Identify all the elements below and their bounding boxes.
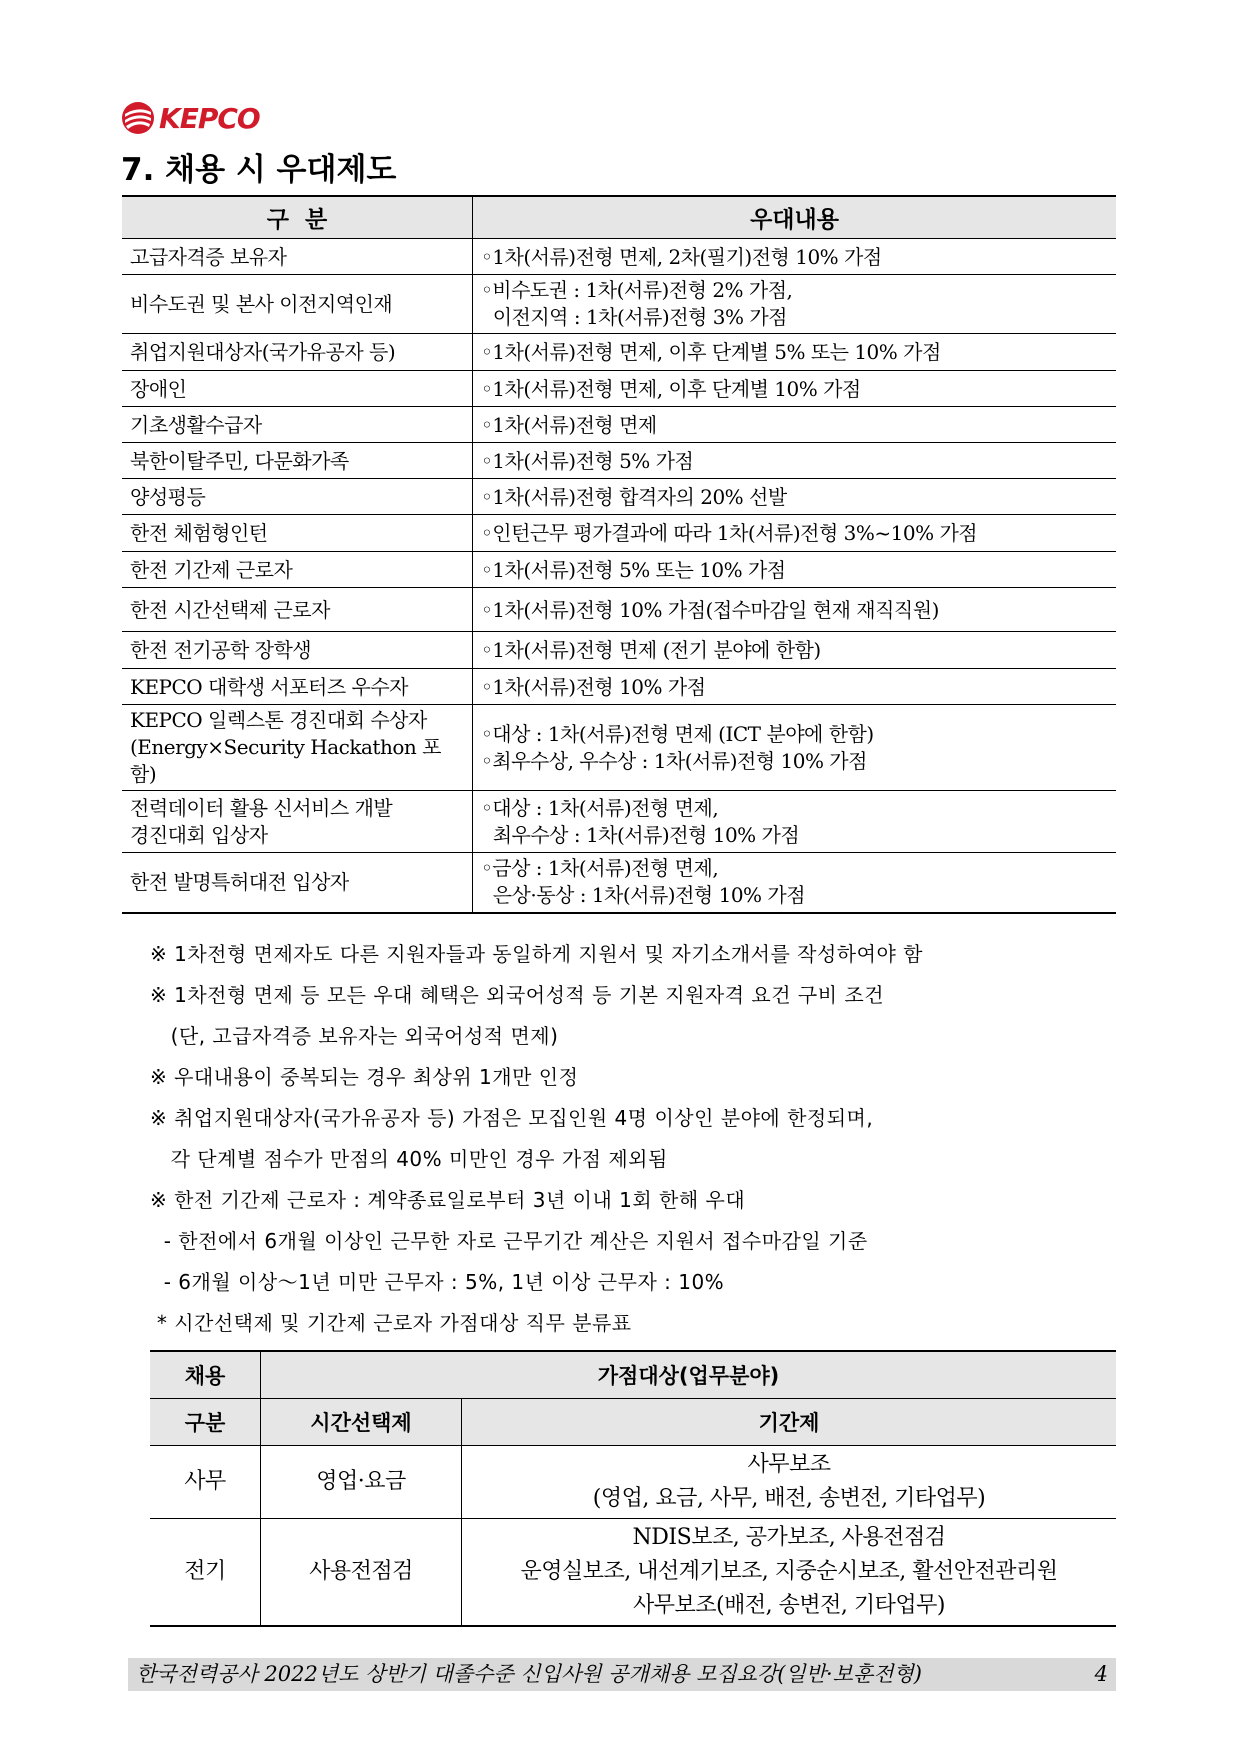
content-line: ◦1차(서류)전형 10% 가점 — [481, 674, 706, 699]
row-category: 한전 기간제 근로자 — [122, 552, 473, 588]
row-content — [473, 275, 1117, 334]
row-category: KEPCO 일렉스톤 경진대회 수상자 (Energy×Security Hackathon 포함) — [122, 705, 473, 791]
content-line: 이전지역 : 1차(서류)전형 3% 가점 — [481, 305, 787, 329]
table-row — [122, 552, 1116, 588]
table-row — [122, 334, 1116, 371]
content-line: ◦대상 : 1차(서류)전형 면제, — [481, 795, 719, 820]
content-line: ◦1차(서류)전형 5% 또는 10% 가점 — [481, 557, 786, 582]
table-row — [122, 632, 1116, 669]
row-content — [473, 371, 1117, 407]
content-line: ◦1차(서류)전형 10% 가점(접수마감일 현재 재직직원) — [481, 597, 939, 622]
fixed-term-field — [462, 1519, 1117, 1627]
header-fixed-term: 기간제 — [462, 1399, 1117, 1446]
content-line: 은상·동상 : 1차(서류)전형 10% 가점 — [481, 883, 806, 908]
table-row — [122, 853, 1116, 913]
row-content — [473, 515, 1117, 552]
row-content — [473, 443, 1117, 479]
kepco-logo-icon — [121, 101, 155, 135]
content-line: ◦최우수상, 우수상 : 1차(서류)전형 10% 가점 — [481, 748, 867, 773]
content-line: ◦1차(서류)전형 면제, 이후 단계별 10% 가점 — [481, 376, 861, 401]
table-row — [122, 515, 1116, 552]
footer-text: 한국전력공사 2022년도 상반기 대졸수준 신입사원 공개채용 모집요강(일반·보훈전형) — [136, 1662, 922, 1686]
content-line: ◦인턴근무 평가결과에 따라 1차(서류)전형 3%~10% 가점 — [481, 521, 978, 545]
notes — [150, 934, 1130, 1344]
note-line: ※ 한전 기간제 근로자 : 계약종료일로부터 3년 이내 1회 한해 우대 — [150, 1188, 746, 1212]
row-content — [473, 853, 1117, 913]
content-line: ◦1차(서류)전형 면제, 이후 단계별 5% 또는 10% 가점 — [481, 340, 941, 364]
note-line: 각 단계별 점수가 만점의 40% 미만인 경우 가점 제외됨 — [150, 1147, 668, 1171]
fixed-term-line: 사무보조(배전, 송변전, 기타업무) — [633, 1593, 945, 1618]
table-row — [122, 407, 1116, 443]
table-row — [122, 588, 1116, 632]
content-line: ◦비수도권 : 1차(서류)전형 2% 가점, — [481, 278, 793, 302]
header-group: 가점대상(업무분야) — [261, 1351, 1117, 1399]
row-content — [473, 407, 1117, 443]
table-row — [122, 791, 1116, 853]
preference-table — [122, 195, 1116, 914]
note-line: (단, 고급자격증 보유자는 외국어성적 면제) — [150, 1024, 559, 1048]
row-category: 고급자격증 보유자 — [122, 239, 473, 275]
header-content: 우대내용 — [473, 196, 1117, 239]
note-line: * 시간선택제 및 기간제 근로자 가점대상 직무 분류표 — [150, 1311, 632, 1335]
note-line: - 한전에서 6개월 이상인 근무한 자로 근무기간 계산은 지원서 접수마감일 기준 — [150, 1229, 868, 1253]
row-category: 한전 체험형인턴 — [122, 515, 473, 552]
row-category: 기초생활수급자 — [122, 407, 473, 443]
part-time-field: 사용전점검 — [261, 1519, 462, 1627]
content-line: ◦1차(서류)전형 면제 — [481, 412, 657, 437]
row-content — [473, 632, 1117, 669]
part-time-field: 영업·요금 — [261, 1446, 462, 1519]
row-category: 한전 전기공학 장학생 — [122, 632, 473, 669]
row-category: KEPCO 대학생 서포터즈 우수자 — [122, 669, 473, 705]
table-row — [122, 705, 1116, 791]
note-line: ※ 취업지원대상자(국가유공자 등) 가점은 모집인원 4명 이상인 분야에 한정되며, — [150, 1106, 874, 1130]
table-row — [150, 1519, 1116, 1627]
row-content — [473, 552, 1117, 588]
fixed-term-line: (영업, 요금, 사무, 배전, 송변전, 기타업무) — [592, 1486, 986, 1511]
page-footer — [128, 1658, 1116, 1691]
logo-text: KEPCO — [159, 101, 260, 135]
content-line: ◦대상 : 1차(서류)전형 면제 (ICT 분야에 한함) — [481, 721, 874, 746]
note-line: ※ 우대내용이 중복되는 경우 최상위 1개만 인정 — [150, 1065, 579, 1089]
fixed-term-field — [462, 1446, 1117, 1519]
kepco-logo — [121, 101, 260, 135]
job-type: 사무 — [150, 1446, 261, 1519]
job-type: 전기 — [150, 1519, 261, 1627]
row-category: 북한이탈주민, 다문화가족 — [122, 443, 473, 479]
row-category: 전력데이터 활용 신서비스 개발 경진대회 입상자 — [122, 791, 473, 853]
content-line: ◦금상 : 1차(서류)전형 면제, — [481, 856, 719, 881]
fixed-term-line: NDIS보조, 공가보조, 사용전점검 — [632, 1525, 946, 1550]
bonus-target-table — [150, 1350, 1116, 1627]
header-type-top: 채용 — [150, 1351, 261, 1399]
row-content — [473, 334, 1117, 371]
fixed-term-line: 사무보조 — [747, 1452, 831, 1477]
row-content — [473, 669, 1117, 705]
row-category: 장애인 — [122, 371, 473, 407]
table-row — [122, 669, 1116, 705]
row-category: 한전 시간선택제 근로자 — [122, 588, 473, 632]
header-category: 구 분 — [122, 196, 473, 239]
page-number: 4 — [1094, 1662, 1108, 1686]
table-row — [122, 239, 1116, 275]
header-part-time: 시간선택제 — [261, 1399, 462, 1446]
note-line: ※ 1차전형 면제 등 모든 우대 혜택은 외국어성적 등 기본 지원자격 요건 구비 조건 — [150, 983, 885, 1007]
section-title: 7. 채용 시 우대제도 — [121, 152, 397, 188]
row-category: 한전 발명특허대전 입상자 — [122, 853, 473, 913]
table-row — [150, 1446, 1116, 1519]
note-line: - 6개월 이상～1년 미만 근무자 : 5%, 1년 이상 근무자 : 10% — [150, 1270, 725, 1294]
row-content — [473, 588, 1117, 632]
content-line: ◦1차(서류)전형 면제, 2차(필기)전형 10% 가점 — [481, 244, 882, 269]
note-line: ※ 1차전형 면제자도 다른 지원자들과 동일하게 지원서 및 자기소개서를 작성하여야 함 — [150, 942, 923, 966]
content-line: 최우수상 : 1차(서류)전형 10% 가점 — [481, 822, 800, 847]
table-row — [122, 275, 1116, 334]
table-row — [122, 479, 1116, 515]
content-line: ◦1차(서류)전형 5% 가점 — [481, 448, 694, 473]
header-type-bottom: 구분 — [150, 1399, 261, 1446]
content-line: ◦1차(서류)전형 면제 (전기 분야에 한함) — [481, 638, 821, 662]
row-content — [473, 239, 1117, 275]
row-category: 비수도권 및 본사 이전지역인재 — [122, 275, 473, 334]
row-content — [473, 791, 1117, 853]
table-row — [122, 443, 1116, 479]
content-line: ◦1차(서류)전형 합격자의 20% 선발 — [481, 484, 787, 509]
row-content — [473, 705, 1117, 791]
fixed-term-line: 운영실보조, 내선계기보조, 지중순시보조, 활선안전관리원 — [520, 1559, 1058, 1584]
row-category: 양성평등 — [122, 479, 473, 515]
row-content — [473, 479, 1117, 515]
row-category: 취업지원대상자(국가유공자 등) — [122, 334, 473, 371]
table-row — [122, 371, 1116, 407]
